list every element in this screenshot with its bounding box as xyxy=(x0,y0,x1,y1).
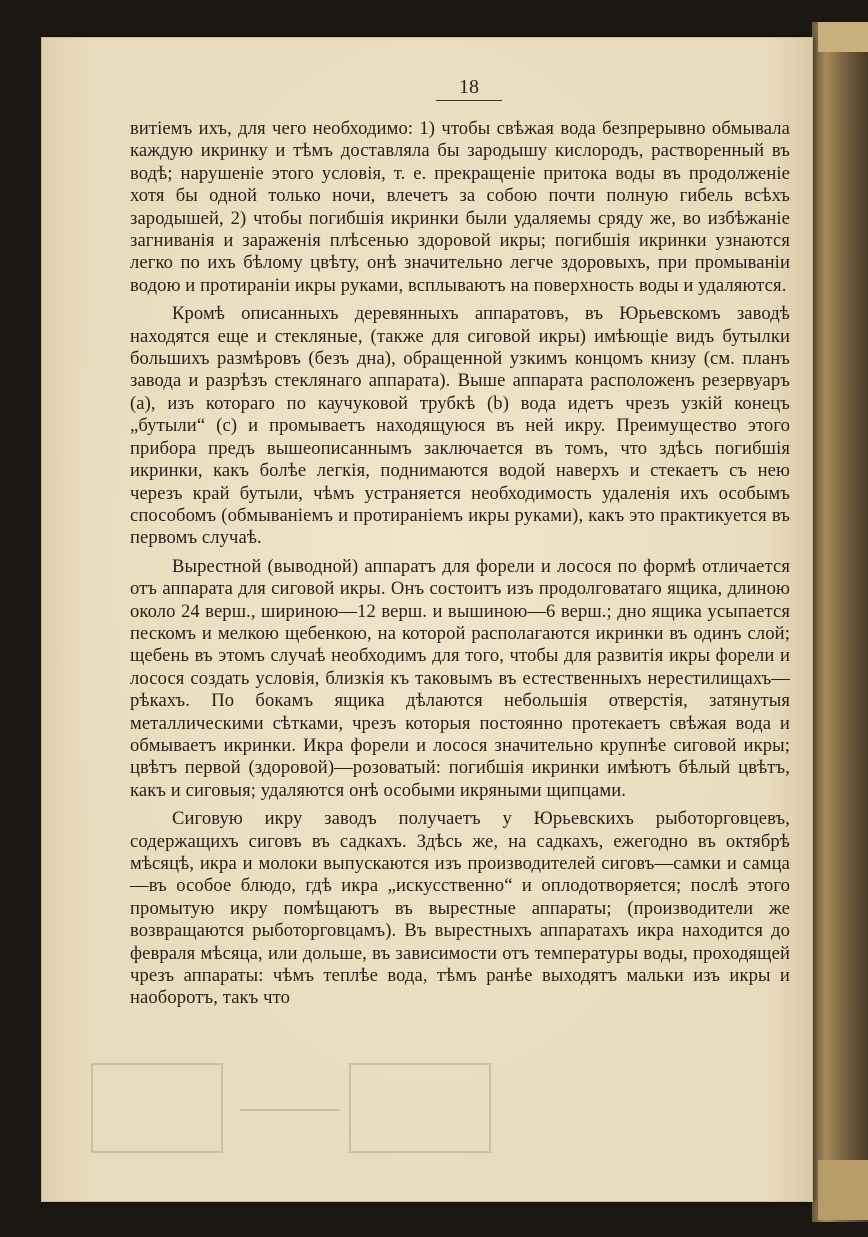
page-number: 18 xyxy=(436,76,502,101)
paragraph-2: Кромѣ описанныхъ деревянныхъ аппаратовъ, въ Юрьевскомъ заводѣ находятся еще и стекляные, (также для сиговой икры) имѣющіе видъ бутылки большихъ размѣровъ (безъ дна), обращенной узкимъ концомъ книзу (см. планъ завода и разрѣзъ стеклянаго аппарата). Выше аппарата расположенъ резервуаръ (а), изъ котораго по каучуковой трубкѣ (b) вода идетъ чрезъ узкій конецъ „бутыли“ (с) и промываетъ находящуюся въ ней икру. Преимущество этого прибора предъ вышеописаннымъ заключается въ томъ, что здѣсь погибшія икринки, какъ болѣе легкія, поднимаются водой наверхъ и стекаетъ съ нею черезъ край бутыли, чѣмъ устраняется необходимость удаленія ихъ особымъ способомъ (обмываніемъ и протираніемъ икры руками), какъ это практикуется въ первомъ случаѣ. xyxy=(130,303,790,549)
page-body-text xyxy=(130,118,790,1016)
paragraph-3: Вырестной (выводной) аппаратъ для форели и лосося по формѣ отличается отъ аппарата для сиговой икры. Онъ состоитъ изъ продолговатаго ящика, длиною около 24 верш., шириною—12 верш. и вышиною—6 верш.; дно ящика усыпается пескомъ и мелкою щебенкою, на которой располагаются икринки въ одинъ слой; щебень въ этомъ случаѣ необходимъ для того, чтобы для развитія икры форели и лосося создать условія, близкія къ таковымъ въ естественныхъ нерестилищахъ—рѣкахъ. По бокамъ ящика дѣлаются небольшія отверстія, затянутыя металлическими сѣтками, чрезъ которыя постоянно протекаетъ свѣжая вода и обмываетъ икринки. Икра форели и лосося значительно крупнѣе сиговой икры; цвѣтъ первой (здоровой)—розоватый: погибшія икринки имѣютъ бѣлый цвѣтъ, какъ и сиговыя; удаляются онѣ особыми икряными щипцами. xyxy=(130,555,790,801)
paragraph-1: витіемъ ихъ, для чего необходимо: 1) чтобы свѣжая вода безпрерывно обмывала каждую икринку и тѣмъ доставляла бы зародышу кислородъ, растворенный въ водѣ; нарушеніе этого условія, т. е. прекращеніе притока воды въ продолженіе хотя бы одной только ночи, влечетъ за собою почти полную гибель всѣхъ зародышей, 2) чтобы погибшія икринки были удаляемы сряду же, во избѣжаніе загниванія и зараженія плѣсенью здоровой икры; погибшія икринки узнаются легко по ихъ бѣлому цвѣту, онѣ значительно легче здоровыхъ, при промываніи водою и протираніи икры руками, всплываютъ на поверхность воды и удаляются. xyxy=(130,118,790,296)
paragraph-4: Сиговую икру заводъ получаетъ у Юрьевскихъ рыботорговцевъ, содержащихъ сиговъ въ садкахъ. Здѣсь же, на садкахъ, ежегодно въ октябрѣ мѣсяцѣ, икра и молоки выпускаются изъ производителей сиговъ—самки и самца—въ особое блюдо, гдѣ икра „искусственно“ и оплодотворяется; послѣ этого промытую икру помѣщаютъ въ вырестные аппараты; (производители же возвращаются рыботорговцамъ). Въ вырестныхъ аппаратахъ икра находится до февраля мѣсяца, или дольше, въ зависимости отъ температуры воды, проходящей чрезъ аппараты: чѣмъ теплѣе вода, тѣмъ ранѣе выходятъ мальки изъ икры и наоборотъ, такъ что xyxy=(130,808,790,1009)
book-spine xyxy=(812,22,868,1222)
spine-edge-bottom xyxy=(818,1160,868,1220)
library-stamp-mark xyxy=(90,1060,500,1160)
spine-edge-top xyxy=(818,22,868,52)
